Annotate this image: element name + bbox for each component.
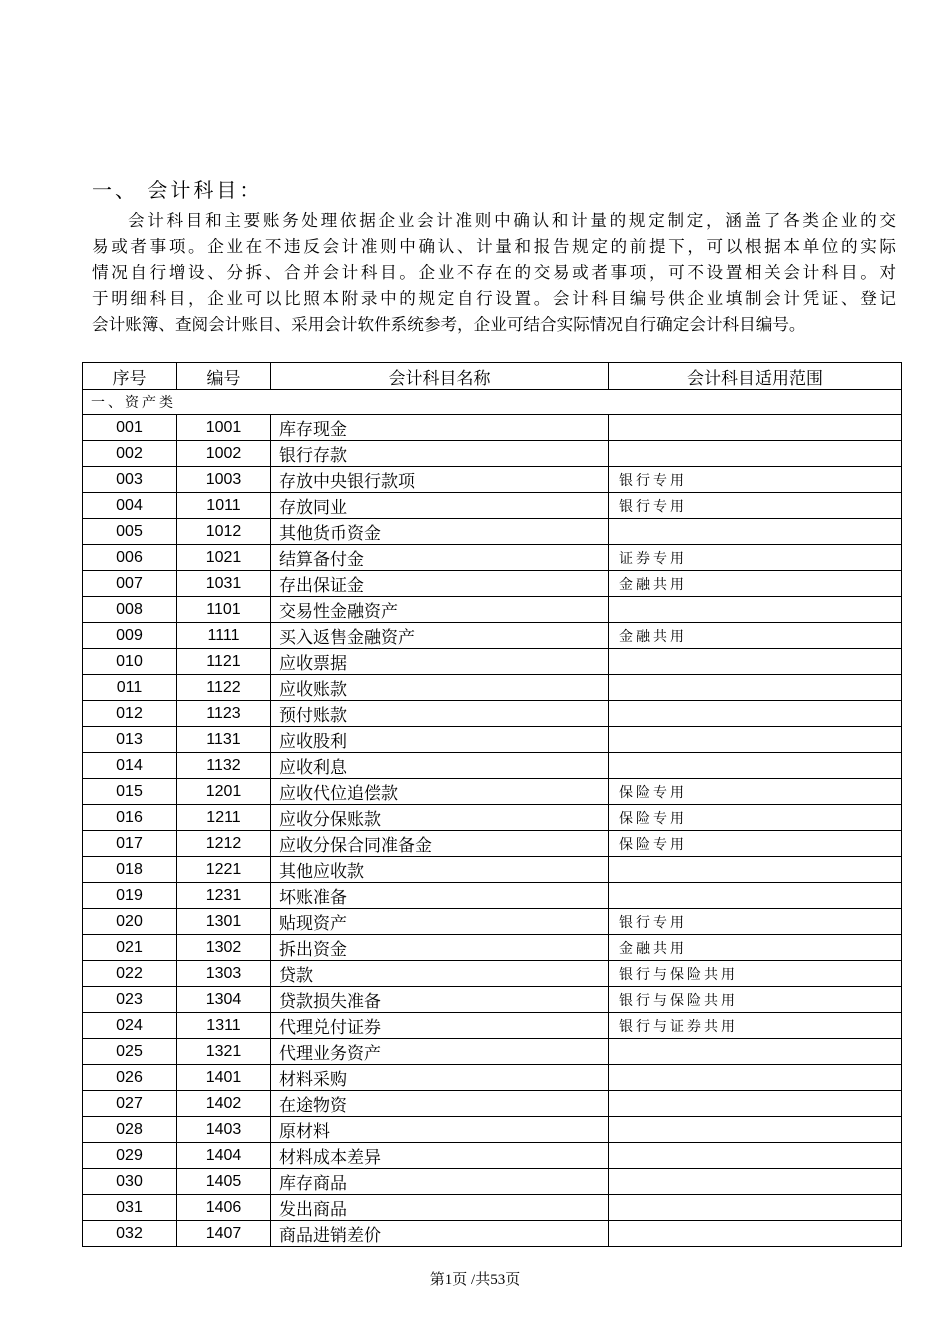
cell-code: 1402: [177, 1091, 271, 1117]
accounts-table: [82, 362, 902, 1247]
table-row: [83, 909, 902, 935]
cell-seq: 019: [83, 883, 177, 909]
cell-code: 1121: [177, 649, 271, 675]
cell-scope: 银行专用: [609, 909, 902, 935]
cell-name: 贷款: [271, 961, 609, 987]
table-row: [83, 441, 902, 467]
cell-name: 其他货币资金: [271, 519, 609, 545]
cell-seq: 030: [83, 1169, 177, 1195]
table-row: [83, 519, 902, 545]
cell-name: 应收票据: [271, 649, 609, 675]
cell-scope: [609, 701, 902, 727]
cell-scope: [609, 1143, 902, 1169]
cell-seq: 004: [83, 493, 177, 519]
cell-code: 1212: [177, 831, 271, 857]
cell-code: 1301: [177, 909, 271, 935]
cell-seq: 024: [83, 1013, 177, 1039]
cell-scope: [609, 415, 902, 441]
table-row: [83, 1013, 902, 1039]
cell-scope: [609, 1091, 902, 1117]
cell-name: 交易性金融资产: [271, 597, 609, 623]
table-row: [83, 1091, 902, 1117]
cell-code: 1132: [177, 753, 271, 779]
cell-code: 1012: [177, 519, 271, 545]
cell-scope: 金融共用: [609, 571, 902, 597]
cell-name: 代理业务资产: [271, 1039, 609, 1065]
cell-code: 1101: [177, 597, 271, 623]
cell-name: 其他应收款: [271, 857, 609, 883]
cell-scope: [609, 441, 902, 467]
cell-seq: 010: [83, 649, 177, 675]
table-row: [83, 883, 902, 909]
cell-name: 代理兑付证券: [271, 1013, 609, 1039]
header-name: 会计科目名称: [271, 363, 609, 390]
table-row: [83, 1221, 902, 1247]
cell-name: 存放中央银行款项: [271, 467, 609, 493]
table-row: [83, 701, 902, 727]
cell-scope: 银行与保险共用: [609, 987, 902, 1013]
cell-code: 1031: [177, 571, 271, 597]
cell-seq: 027: [83, 1091, 177, 1117]
cell-code: 1122: [177, 675, 271, 701]
table-row: [83, 467, 902, 493]
cell-scope: [609, 753, 902, 779]
cell-scope: [609, 883, 902, 909]
cell-seq: 016: [83, 805, 177, 831]
cell-seq: 017: [83, 831, 177, 857]
cell-name: 预付账款: [271, 701, 609, 727]
cell-name: 应收分保合同准备金: [271, 831, 609, 857]
table-row: [83, 1195, 902, 1221]
cell-name: 原材料: [271, 1117, 609, 1143]
cell-scope: [609, 675, 902, 701]
cell-seq: 006: [83, 545, 177, 571]
cell-code: 1303: [177, 961, 271, 987]
cell-code: 1001: [177, 415, 271, 441]
cell-scope: 金融共用: [609, 623, 902, 649]
cell-code: 1404: [177, 1143, 271, 1169]
cell-name: 材料采购: [271, 1065, 609, 1091]
cell-name: 应收利息: [271, 753, 609, 779]
cell-code: 1201: [177, 779, 271, 805]
cell-seq: 007: [83, 571, 177, 597]
cell-code: 1311: [177, 1013, 271, 1039]
cell-name: 发出商品: [271, 1195, 609, 1221]
cell-name: 库存现金: [271, 415, 609, 441]
category-row: [83, 390, 902, 415]
cell-name: 应收分保账款: [271, 805, 609, 831]
cell-name: 商品进销差价: [271, 1221, 609, 1247]
cell-seq: 013: [83, 727, 177, 753]
cell-scope: [609, 1221, 902, 1247]
cell-seq: 023: [83, 987, 177, 1013]
cell-code: 1304: [177, 987, 271, 1013]
cell-name: 应收股利: [271, 727, 609, 753]
intro-line: 易或者事项。企业在不违反会计准则中确认、计量和报告规定的前提下，可以根据本单位的实际: [92, 237, 896, 256]
cell-code: 1111: [177, 623, 271, 649]
cell-scope: 银行专用: [609, 493, 902, 519]
table-row: [83, 493, 902, 519]
table-row: [83, 935, 902, 961]
cell-name: 材料成本差异: [271, 1143, 609, 1169]
cell-scope: [609, 1117, 902, 1143]
cell-scope: [609, 597, 902, 623]
cell-code: 1403: [177, 1117, 271, 1143]
table-row: [83, 727, 902, 753]
table-body: [83, 390, 902, 1247]
cell-seq: 012: [83, 701, 177, 727]
cell-code: 1011: [177, 493, 271, 519]
table-row: [83, 1039, 902, 1065]
cell-scope: 银行与保险共用: [609, 961, 902, 987]
intro-line: 会计账簿、查阅会计账目、采用会计软件系统参考，企业可结合实际情况自行确定会计科目编号。: [92, 315, 806, 334]
cell-seq: 020: [83, 909, 177, 935]
cell-seq: 001: [83, 415, 177, 441]
cell-name: 银行存款: [271, 441, 609, 467]
cell-name: 买入返售金融资产: [271, 623, 609, 649]
cell-name: 在途物资: [271, 1091, 609, 1117]
section-heading: 一、 会计科目：: [92, 178, 263, 202]
cell-code: 1131: [177, 727, 271, 753]
cell-scope: 证券专用: [609, 545, 902, 571]
page-footer: 第1页 /共53页: [429, 1272, 521, 1288]
cell-name: 贷款损失准备: [271, 987, 609, 1013]
cell-seq: 025: [83, 1039, 177, 1065]
cell-code: 1003: [177, 467, 271, 493]
cell-seq: 022: [83, 961, 177, 987]
intro-line: 情况自行增设、分拆、合并会计科目。企业不存在的交易或者事项，可不设置相关会计科目。对: [92, 263, 896, 282]
table-row: [83, 987, 902, 1013]
cell-seq: 011: [83, 675, 177, 701]
cell-scope: 金融共用: [609, 935, 902, 961]
cell-name: 应收代位追偿款: [271, 779, 609, 805]
table-row: [83, 805, 902, 831]
table-row: [83, 1143, 902, 1169]
cell-scope: [609, 1195, 902, 1221]
table-row: [83, 779, 902, 805]
cell-seq: 005: [83, 519, 177, 545]
intro-line: 会计科目和主要账务处理依据企业会计准则中确认和计量的规定制定，涵盖了各类企业的交: [128, 211, 896, 230]
cell-code: 1405: [177, 1169, 271, 1195]
cell-seq: 009: [83, 623, 177, 649]
cell-code: 1021: [177, 545, 271, 571]
cell-scope: 保险专用: [609, 831, 902, 857]
cell-code: 1406: [177, 1195, 271, 1221]
cell-seq: 028: [83, 1117, 177, 1143]
cell-seq: 014: [83, 753, 177, 779]
cell-name: 结算备付金: [271, 545, 609, 571]
cell-code: 1221: [177, 857, 271, 883]
cell-name: 库存商品: [271, 1169, 609, 1195]
cell-seq: 026: [83, 1065, 177, 1091]
cell-code: 1231: [177, 883, 271, 909]
cell-scope: 银行专用: [609, 467, 902, 493]
cell-scope: 银行与证券共用: [609, 1013, 902, 1039]
cell-seq: 008: [83, 597, 177, 623]
cell-code: 1401: [177, 1065, 271, 1091]
table-row: [83, 1169, 902, 1195]
table-row: [83, 545, 902, 571]
header-scope: 会计科目适用范围: [609, 363, 902, 390]
cell-scope: [609, 1169, 902, 1195]
cell-name: 拆出资金: [271, 935, 609, 961]
cell-code: 1002: [177, 441, 271, 467]
cell-seq: 015: [83, 779, 177, 805]
table-row: [83, 1117, 902, 1143]
intro-paragraph: [92, 208, 896, 338]
table-header-row: [83, 363, 902, 390]
cell-scope: [609, 649, 902, 675]
table-row: [83, 623, 902, 649]
cell-code: 1407: [177, 1221, 271, 1247]
table-row: [83, 571, 902, 597]
cell-scope: [609, 857, 902, 883]
table-row: [83, 831, 902, 857]
table-row: [83, 961, 902, 987]
cell-code: 1321: [177, 1039, 271, 1065]
cell-scope: [609, 727, 902, 753]
table-row: [83, 857, 902, 883]
cell-scope: [609, 1039, 902, 1065]
table-row: [83, 597, 902, 623]
cell-seq: 029: [83, 1143, 177, 1169]
cell-scope: [609, 1065, 902, 1091]
cell-name: 存放同业: [271, 493, 609, 519]
cell-code: 1211: [177, 805, 271, 831]
table-row: [83, 675, 902, 701]
cell-name: 存出保证金: [271, 571, 609, 597]
cell-name: 坏账准备: [271, 883, 609, 909]
table-row: [83, 415, 902, 441]
cell-code: 1302: [177, 935, 271, 961]
table-row: [83, 649, 902, 675]
header-code: 编号: [177, 363, 271, 390]
header-seq: 序号: [83, 363, 177, 390]
cell-code: 1123: [177, 701, 271, 727]
cell-scope: [609, 519, 902, 545]
table-row: [83, 1065, 902, 1091]
cell-seq: 018: [83, 857, 177, 883]
cell-name: 应收账款: [271, 675, 609, 701]
cell-seq: 002: [83, 441, 177, 467]
cell-name: 贴现资产: [271, 909, 609, 935]
cell-scope: 保险专用: [609, 779, 902, 805]
category-label: 一、资产类: [83, 390, 902, 415]
cell-seq: 021: [83, 935, 177, 961]
cell-seq: 032: [83, 1221, 177, 1247]
table-row: [83, 753, 902, 779]
cell-scope: 保险专用: [609, 805, 902, 831]
cell-seq: 031: [83, 1195, 177, 1221]
cell-seq: 003: [83, 467, 177, 493]
intro-line: 于明细科目，企业可以比照本附录中的规定自行设置。会计科目编号供企业填制会计凭证、登记: [92, 289, 896, 308]
